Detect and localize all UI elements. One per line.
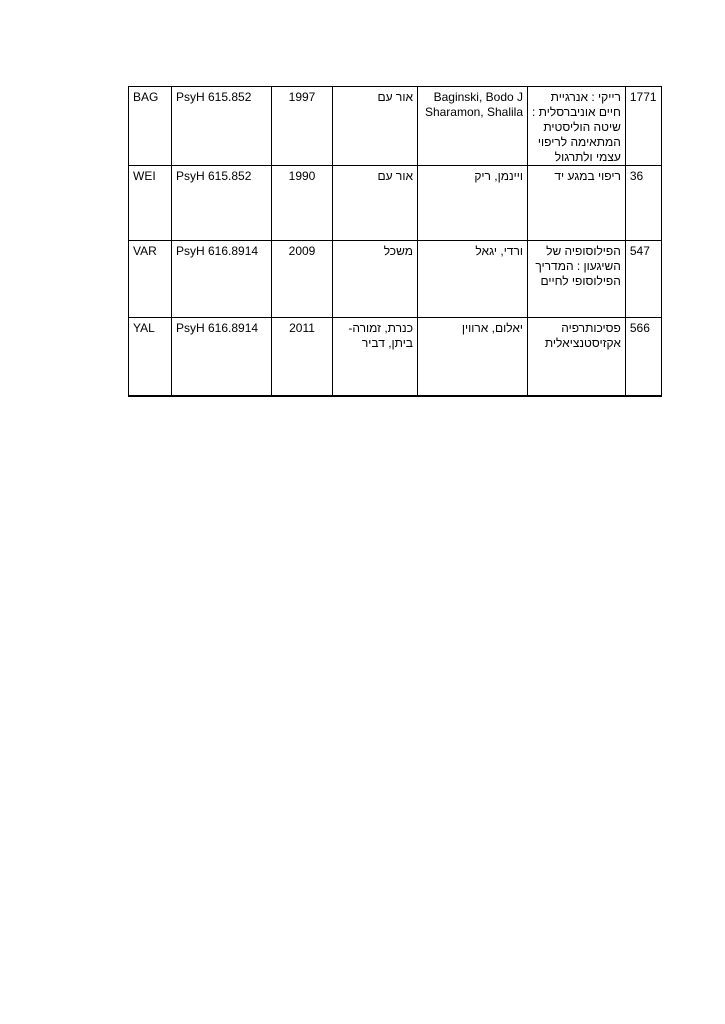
author-line: יאלום, ארווין	[461, 321, 523, 335]
title-line: אקזיסטנציאלית	[544, 336, 621, 350]
year-cell: 2011	[272, 318, 333, 396]
shelf-code-cell: BAG	[129, 87, 172, 166]
call-number-cell: PsyH 616.8914	[172, 241, 272, 318]
title-cell	[528, 166, 626, 241]
author-cell	[418, 318, 528, 396]
year-cell: 1990	[272, 166, 333, 241]
record-number-cell: 36	[625, 166, 661, 241]
publisher-cell: משכל	[333, 241, 418, 318]
title-line: הפילוסופי לחיים	[540, 274, 621, 288]
title-line: עצמי ולתרגול	[554, 150, 621, 164]
catalog-table	[128, 86, 662, 397]
author-line: ורדי, יגאל	[475, 244, 523, 258]
table-row	[129, 241, 662, 318]
record-number-cell: 547	[625, 241, 661, 318]
publisher-cell: אור עם	[333, 87, 418, 166]
year-cell: 2009	[272, 241, 333, 318]
author-cell	[418, 87, 528, 166]
publisher-line: ביתן, דביר	[361, 336, 413, 350]
shelf-code-cell: VAR	[129, 241, 172, 318]
title-cell	[528, 87, 626, 166]
title-cell	[528, 318, 626, 396]
table-row	[129, 318, 662, 396]
publisher-line: כנרת, זמורה-	[348, 321, 413, 335]
publisher-cell: אור עם	[333, 166, 418, 241]
table-row	[129, 166, 662, 241]
author-cell	[418, 166, 528, 241]
title-cell	[528, 241, 626, 318]
call-number-cell: PsyH 615.852	[172, 87, 272, 166]
table-row	[129, 87, 662, 166]
call-number-cell: PsyH 616.8914	[172, 318, 272, 396]
title-line: שיטה הוליסטית	[543, 120, 621, 134]
record-number-cell: 566	[625, 318, 661, 396]
call-number-cell: PsyH 615.852	[172, 166, 272, 241]
title-line: פסיכותרפיה	[561, 321, 621, 335]
year-cell: 1997	[272, 87, 333, 166]
record-number-cell: 1771	[625, 87, 661, 166]
publisher-cell	[333, 318, 418, 396]
title-line: המתאימה לריפוי	[537, 135, 621, 149]
title-line: ריפוי במגע יד	[554, 169, 621, 183]
title-line: חיים אוניברסלית :	[532, 105, 621, 119]
shelf-code-cell: WEI	[129, 166, 172, 241]
shelf-code-cell: YAL	[129, 318, 172, 396]
author-line: Sharamon, Shalila	[424, 105, 523, 119]
author-line: Baginski, Bodo J	[433, 90, 523, 104]
title-line: הפילוסופיה של	[546, 244, 621, 258]
author-line: ויינמן, ריק	[474, 169, 523, 183]
title-line: רייקי : אנרגיית	[550, 90, 621, 104]
title-line: השיגעון : המדריך	[535, 259, 621, 273]
author-cell	[418, 241, 528, 318]
